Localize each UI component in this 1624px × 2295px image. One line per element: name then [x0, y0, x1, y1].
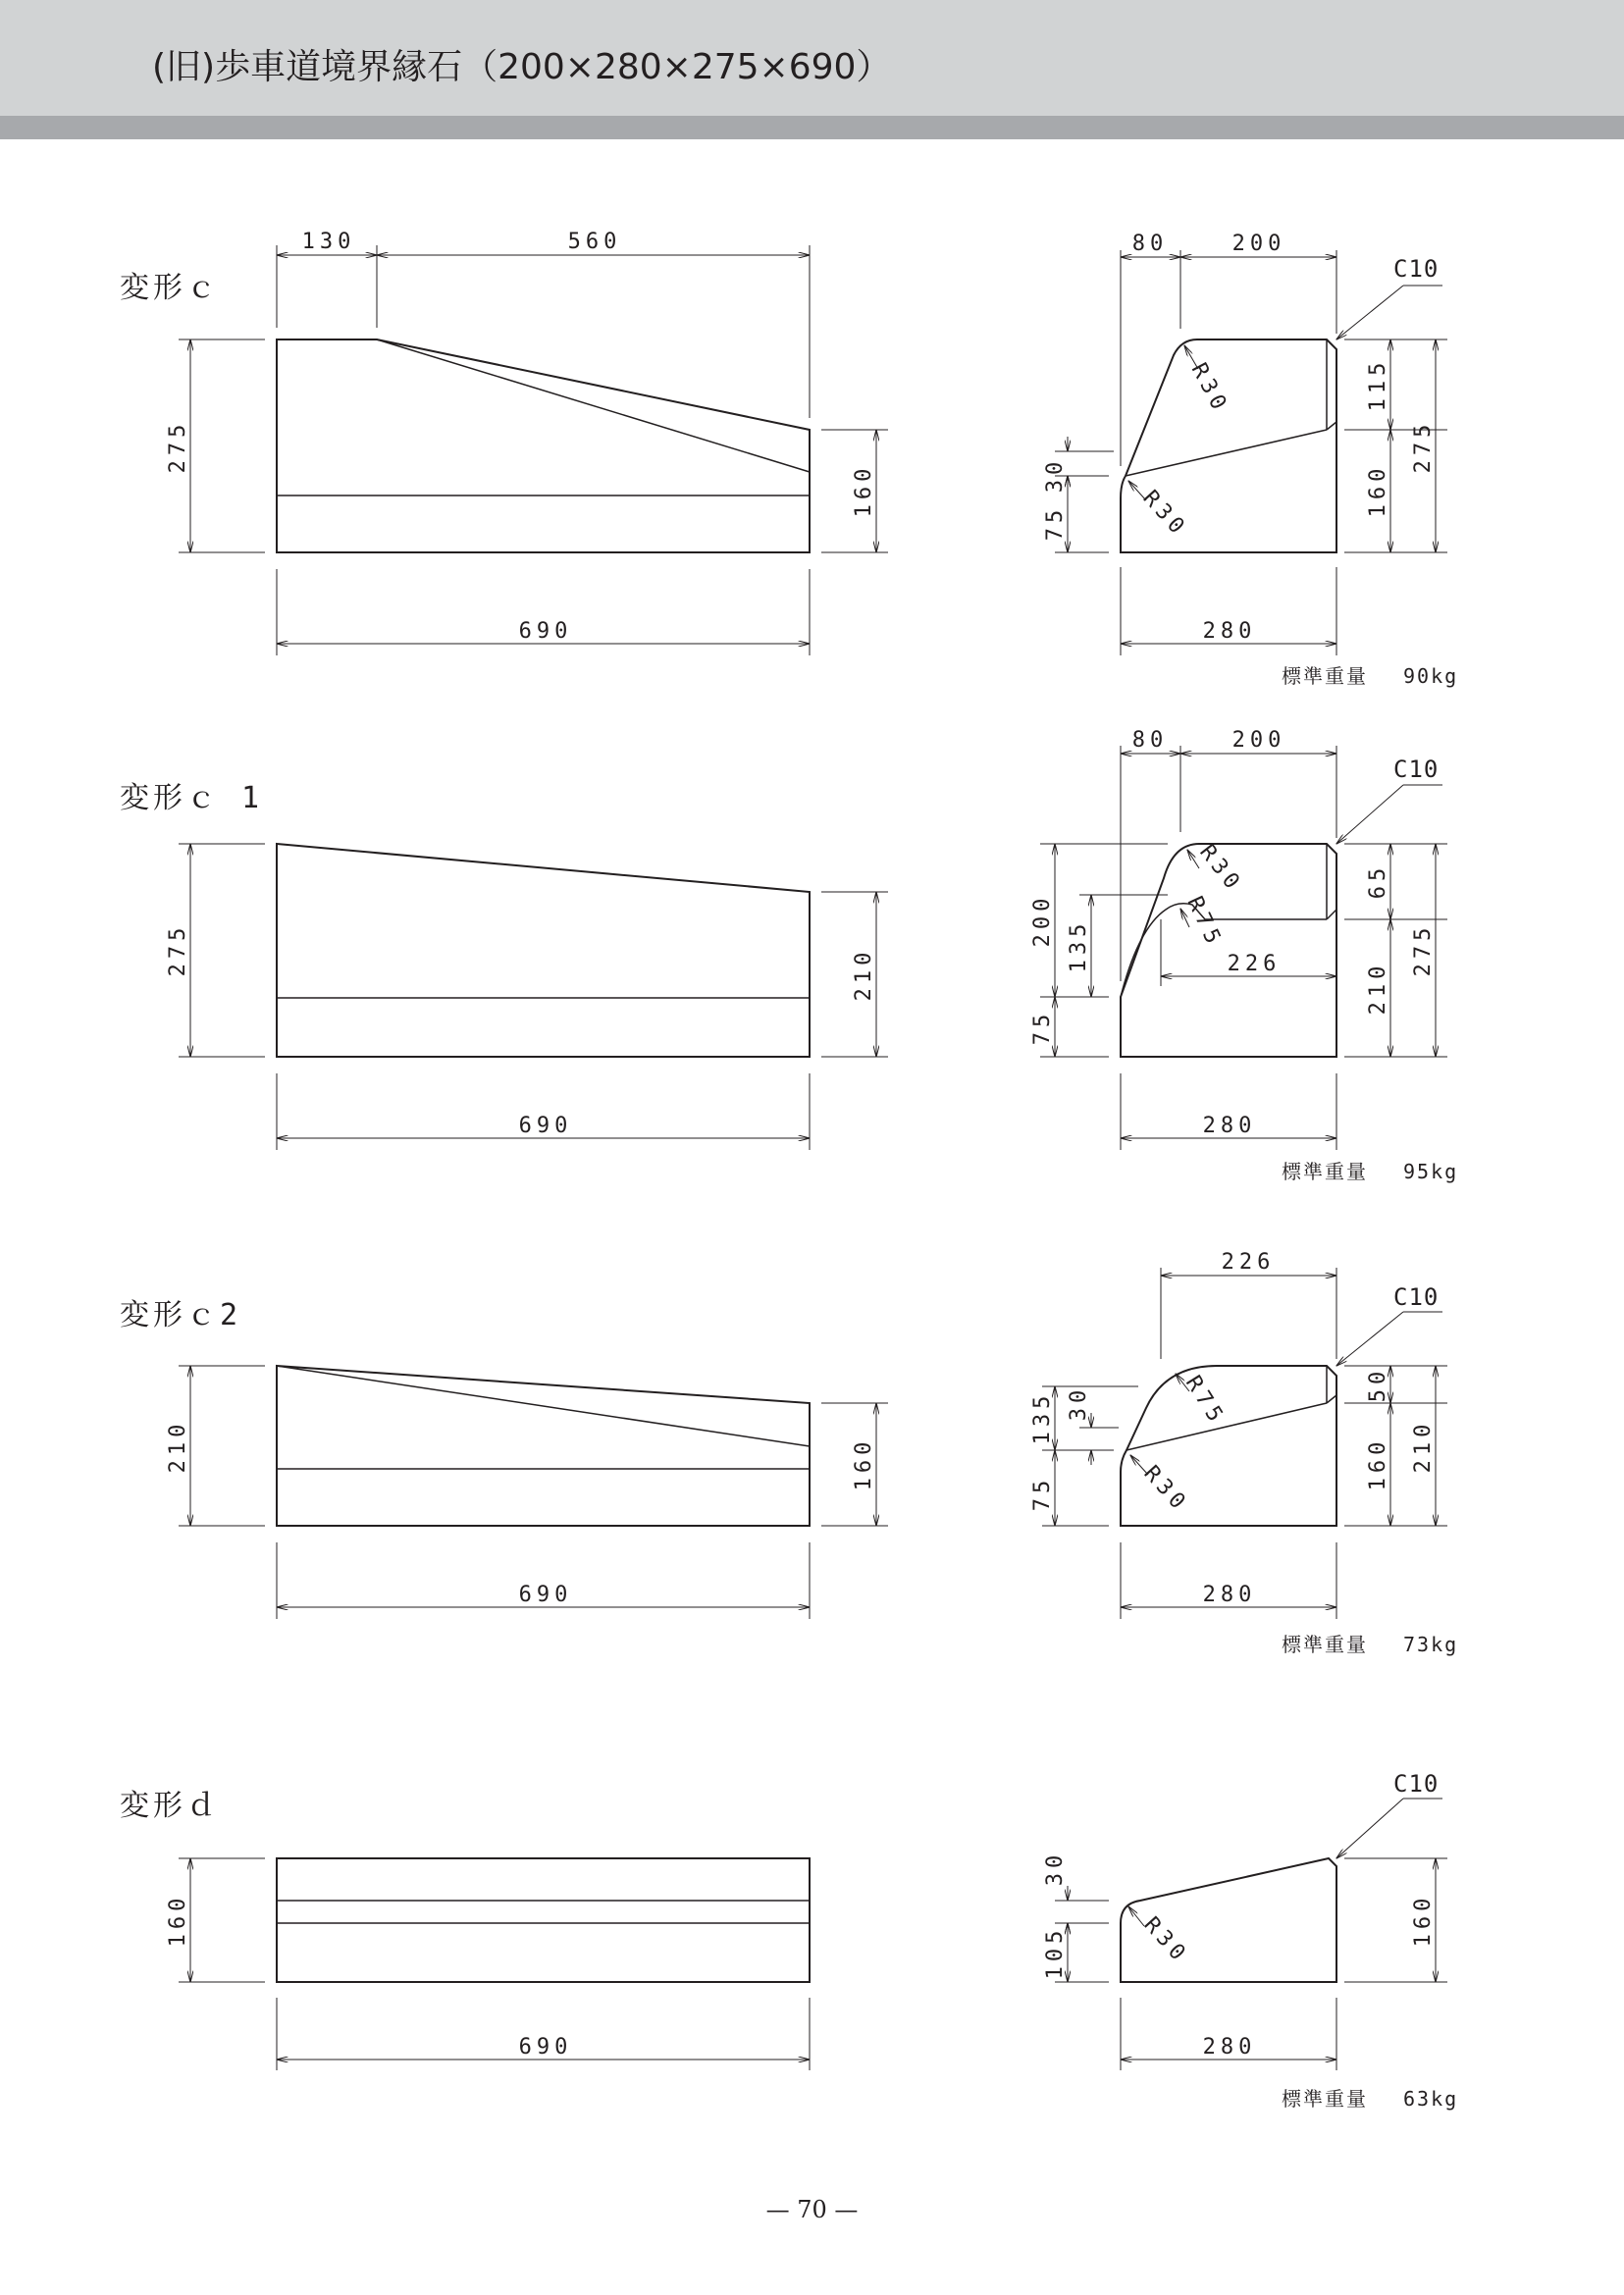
variant-d-section-dim-30: 30: [1043, 1850, 1068, 1887]
variant-c1-chamfer: C10: [1393, 756, 1440, 783]
variant-c2-dim-160: 160: [852, 1436, 876, 1491]
variant-c-chamfer: C10: [1393, 255, 1440, 283]
variant-c1-side-view: [277, 844, 810, 1057]
variant-c-dim-130: 130: [301, 230, 356, 254]
variant-c1-section-dimensions: [1040, 746, 1447, 1150]
variant-c-section-dimensions: [1055, 250, 1447, 655]
variant-c1-section-dim-75: 75: [1030, 1009, 1055, 1046]
variant-d: [120, 1770, 1458, 2111]
variant-d-section-dim-160: 160: [1411, 1893, 1436, 1948]
variant-c-side-view: [277, 339, 810, 552]
variant-d-chamfer: C10: [1393, 1770, 1440, 1798]
variant-c2-chamfer: C10: [1393, 1283, 1440, 1311]
variant-c-dim-690: 690: [518, 619, 573, 644]
variant-c-section-dim-275: 275: [1411, 419, 1436, 474]
variant-c2-weight-value: 73kg: [1403, 1633, 1459, 1656]
variant-c-dim-160: 160: [852, 463, 876, 518]
variant-c1-section-dim-135: 135: [1067, 918, 1091, 973]
variant-c2-section-dim-160: 160: [1366, 1436, 1390, 1491]
variant-c-section-dim-280: 280: [1202, 619, 1257, 644]
variant-c-section-dim-80: 80: [1131, 232, 1169, 256]
variant-c1: [120, 728, 1458, 1183]
variant-c: [120, 230, 1458, 688]
variant-c-label: 変形ｃ: [120, 271, 220, 305]
variant-c2-side-view: [277, 1366, 810, 1526]
variant-d-label: 変形ｄ: [120, 1789, 220, 1823]
variant-c1-radius-top: R30: [1194, 840, 1247, 898]
variant-c-section-dim-160: 160: [1366, 463, 1390, 518]
variant-c2: [120, 1250, 1458, 1656]
variant-c1-section-dim-280: 280: [1202, 1114, 1257, 1138]
variant-d-side-view: [277, 1858, 810, 1982]
variant-c-section-dim-115: 115: [1366, 357, 1390, 412]
variant-c-radius-top: R30: [1185, 359, 1233, 419]
variant-c-section-dim-200: 200: [1231, 232, 1286, 256]
variant-c-section-dim-30: 30: [1043, 456, 1068, 494]
variant-c1-dim-690: 690: [518, 1114, 573, 1138]
variant-c2-weight-label: 標準重量: [1282, 1633, 1368, 1656]
variant-c2-section-dim-210: 210: [1411, 1419, 1436, 1474]
variant-c-weight-label: 標準重量: [1282, 664, 1368, 688]
variant-d-dim-160: 160: [166, 1893, 190, 1948]
variant-c2-section-dim-30: 30: [1067, 1384, 1091, 1422]
variant-c2-section-dim-75: 75: [1030, 1475, 1055, 1512]
variant-d-section-dimensions: [1055, 1799, 1447, 2070]
variant-c1-section-dim-80: 80: [1131, 728, 1169, 753]
variant-c2-section-view: [1121, 1366, 1336, 1526]
variant-c1-dim-275: 275: [166, 922, 190, 977]
variant-c2-side-dimensions: [179, 1366, 888, 1619]
variant-c1-weight-label: 標準重量: [1282, 1160, 1368, 1183]
variant-c1-section-dim-275: 275: [1411, 922, 1436, 977]
variant-c1-dim-210: 210: [852, 947, 876, 1002]
variant-c1-section-dim-200: 200: [1030, 893, 1055, 948]
variant-c1-label: 変形ｃ 1: [120, 781, 264, 815]
variant-c1-section-dim-226: 226: [1227, 952, 1282, 976]
variant-c1-radius-inner: R75: [1181, 892, 1228, 953]
variant-c2-label: 変形ｃ2: [120, 1298, 242, 1332]
variant-c-radius-bottom: R30: [1137, 486, 1192, 543]
variant-c-dim-560: 560: [567, 230, 622, 254]
variant-c-weight-value: 90kg: [1403, 664, 1459, 688]
variant-c1-section-dim-65: 65: [1366, 862, 1390, 900]
variant-c1-section-dim-200: 200: [1231, 728, 1286, 753]
variant-c2-section-dim-280: 280: [1202, 1583, 1257, 1607]
variant-d-section-dim-105: 105: [1043, 1925, 1068, 1980]
variant-c1-weight-value: 95kg: [1403, 1160, 1459, 1183]
variant-d-dim-690: 690: [518, 2035, 573, 2060]
variant-c2-dim-210: 210: [166, 1419, 190, 1474]
variant-d-radius: R30: [1138, 1912, 1193, 1969]
variant-c2-section-dim-226: 226: [1221, 1250, 1276, 1275]
variant-d-side-dimensions: [179, 1858, 810, 2070]
variant-d-weight-value: 63kg: [1403, 2087, 1459, 2111]
variant-c-section-dim-75: 75: [1043, 504, 1068, 542]
variant-c2-radius-bottom: R30: [1138, 1461, 1193, 1518]
variant-c-side-dimensions: [179, 245, 888, 655]
variant-c-dim-275: 275: [166, 419, 190, 474]
variant-c-section-view: [1121, 339, 1336, 552]
variant-c2-section-dim-135: 135: [1030, 1390, 1055, 1445]
variant-c2-dim-690: 690: [518, 1583, 573, 1607]
page-title: (旧)歩車道境界縁石（200×280×275×690）: [152, 47, 892, 87]
variant-d-section-dim-280: 280: [1202, 2035, 1257, 2060]
variant-c1-section-dim-210: 210: [1366, 961, 1390, 1016]
variant-c2-section-dim-50: 50: [1366, 1366, 1390, 1403]
variant-d-weight-label: 標準重量: [1282, 2087, 1368, 2111]
page-number: — 70 —: [765, 2196, 859, 2223]
variant-c2-radius-top: R75: [1179, 1371, 1231, 1431]
